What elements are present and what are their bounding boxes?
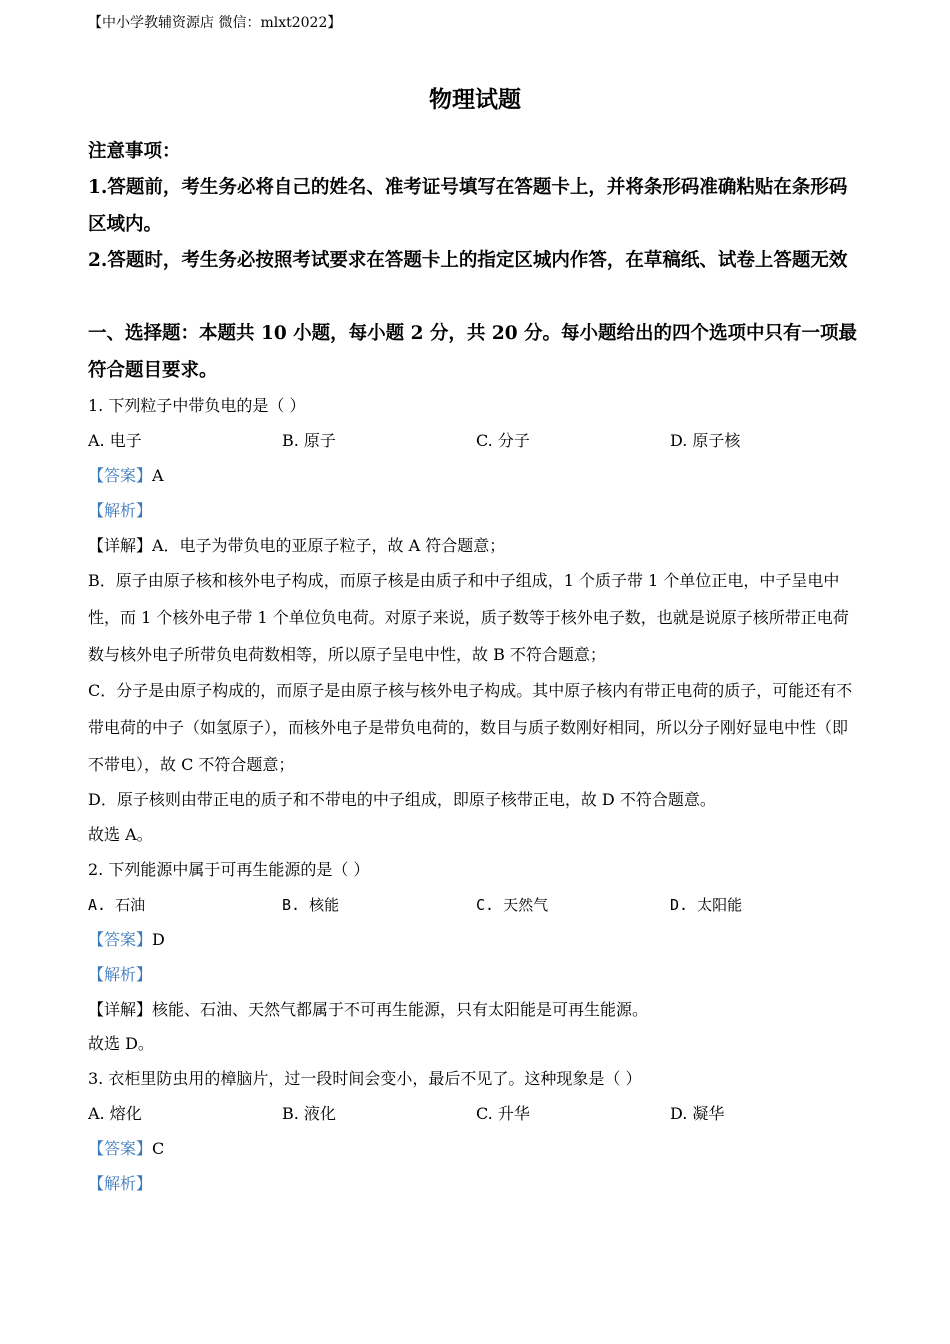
option-b: B. 液化	[282, 1104, 336, 1123]
option-d: D. 凝华	[670, 1104, 725, 1123]
option-d: D. 原子核	[670, 431, 741, 450]
notice-item-2: 2.答题时，考生务必按照考试要求在答题卡上的指定区城内作答，在草稿纸、试卷上答题无效	[88, 250, 848, 271]
question-3-stem: 3. 衣柜里防虫用的樟脑片，过一段时间会变小，最后不见了。这种现象是（ ）	[88, 1069, 642, 1088]
question-1-detail-d: D．原子核则由带正电的质子和不带电的中子组成，即原子核带正电，故 D 不符合题意。	[88, 790, 716, 809]
question-2-conclusion: 故选 D。	[88, 1034, 154, 1053]
question-3-answer	[88, 1131, 858, 1166]
answer-tag: 【答案】	[88, 1139, 153, 1158]
option-a: A. 石油	[88, 896, 146, 914]
question-1-detail-b: B．原子由原子核和核外电子构成，而原子核是由质子和中子组成，1 个质子带 1 个单位正电，中子呈电中性，而 1 个核外电子带 1 个单位负电荷。对原子来说，质子数等于核外电子数，也就是说原子核所带正电荷数与核外电子所带负电荷数相等，所以原子呈电中性，故 B 不符合题意；	[88, 571, 849, 664]
question-1-conclusion: 故选 A。	[88, 825, 153, 844]
question-1-answer	[88, 458, 858, 493]
question-3-analysis-tag: 【解析】	[88, 1174, 153, 1193]
question-2-answer	[88, 922, 858, 957]
question-3-options	[88, 1096, 868, 1131]
question-1-options	[88, 423, 868, 458]
option-b: B. 原子	[282, 431, 336, 450]
question-2-detail: 【详解】核能、石油、天然气都属于不可再生能源，只有太阳能是可再生能源。	[88, 1000, 649, 1019]
question-2-stem: 2. 下列能源中属于可再生能源的是（ ）	[88, 860, 370, 879]
section-heading: 一、选择题：本题共 10 小题，每小题 2 分，共 20 分。每小题给出的四个选项中只有一项最符合题目要求。	[88, 323, 858, 381]
option-a: A. 电子	[88, 431, 142, 450]
notice-heading: 注意事项：	[88, 141, 181, 162]
question-2-options	[88, 888, 868, 923]
question-1-stem: 1. 下列粒子中带负电的是（ ）	[88, 396, 306, 415]
option-c: C. 升华	[476, 1104, 530, 1123]
answer-value: A	[152, 466, 164, 485]
question-1-detail-c: C．分子是由原子构成的，而原子是由原子核与核外电子构成。其中原子核内有带正电荷的质子，可能还有不带电荷的中子（如氢原子），而核外电子是带负电荷的，数目与质子数刚好相同，所以分子刚好显电中性（即不带电），故 C 不符合题意；	[88, 681, 853, 774]
option-c: C. 分子	[476, 431, 530, 450]
option-a: A. 熔化	[88, 1104, 142, 1123]
option-d: D. 太阳能	[670, 896, 743, 914]
question-1-analysis-tag: 【解析】	[88, 501, 153, 520]
option-b: B. 核能	[282, 896, 340, 914]
page-title: 物理试题	[429, 86, 521, 113]
answer-value: D	[152, 930, 165, 949]
answer-tag: 【答案】	[88, 930, 153, 949]
answer-value: C	[152, 1139, 165, 1158]
question-2-analysis-tag: 【解析】	[88, 965, 153, 984]
answer-tag: 【答案】	[88, 466, 153, 485]
option-c: C. 天然气	[476, 896, 549, 914]
header-note: 【中小学教辅资源店 微信：mlxt2022】	[88, 15, 342, 31]
question-1-detail-a: 【详解】A．电子为带负电的亚原子粒子，故 A 符合题意；	[88, 536, 506, 555]
notice-item-1: 1.答题前，考生务必将自己的姓名、准考证号填写在答题卡上，并将条形码准确粘贴在条形码区域内。	[88, 177, 848, 235]
